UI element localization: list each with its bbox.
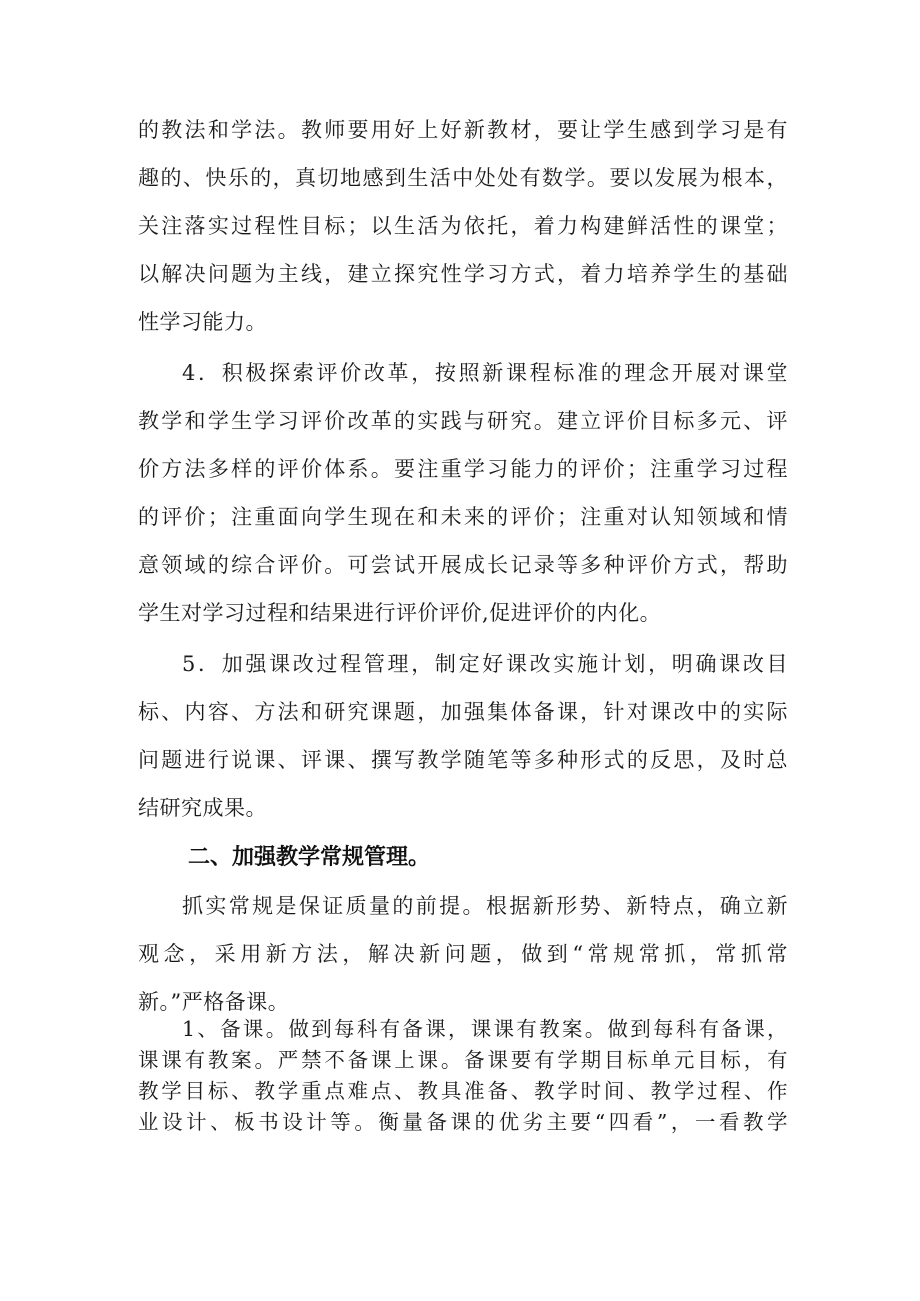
text-line: 1、备课。做到每科有备课，课课有教案。做到每科有备课， xyxy=(182,1017,788,1041)
paragraph-evaluation-reform xyxy=(138,349,788,637)
text-line: 关注落实过程性目标；以生活为依托，着力构建鲜活性的课堂； xyxy=(138,214,788,238)
paragraph-lesson-preparation xyxy=(138,1014,788,1138)
text-line: 学生对学习过程和结果进行评价评价,促进评价的内化。 xyxy=(138,601,662,625)
text-line: 教学和学生学习评价改革的实践与研究。建立评价目标多元、评 xyxy=(138,409,788,433)
text-line: 的教法和学法。教师要用好上好新教材，要让学生感到学习是有 xyxy=(138,118,788,142)
text-line: 结研究成果。 xyxy=(138,796,267,820)
text-line: 问题进行说课、评课、撰写教学随笔等多种形式的反思，及时总 xyxy=(138,748,788,772)
text-line: 以解决问题为主线，建立探究性学习方式，着力培养学生的基础 xyxy=(138,262,788,286)
text-line: 课课有教案。严禁不备课上课。备课要有学期目标单元目标，有 xyxy=(138,1048,788,1072)
paragraph-teaching-methods xyxy=(138,106,788,346)
text-line: 4．积极探索评价改革，按照新课程标准的理念开展对课堂 xyxy=(182,361,788,385)
text-line: 观念，采用新方法，解决新问题，做到“常规常抓，常抓常 xyxy=(138,942,788,966)
text-line: 业设计、板书设计等。衡量备课的优劣主要“四看”，一看教学 xyxy=(138,1110,788,1134)
paragraph-reform-management xyxy=(138,640,788,832)
section-heading: 二、加强教学常规管理。 xyxy=(188,845,431,870)
text-line: 抓实常规是保证质量的前提。根据新形势、新特点，确立新 xyxy=(182,894,788,918)
text-line: 价方法多样的评价体系。要注重学习能力的评价；注重学习过程 xyxy=(138,457,788,481)
text-line: 的评价；注重面向学生现在和未来的评价；注重对认知领域和情 xyxy=(138,505,788,529)
paragraph-routine-management xyxy=(138,882,788,1026)
text-line: 意领域的综合评价。可尝试开展成长记录等多种评价方式，帮助 xyxy=(138,553,788,577)
text-line: 标、内容、方法和研究课题，加强集体备课，针对课改中的实际 xyxy=(138,700,788,724)
text-line: 5．加强课改过程管理，制定好课改实施计划，明确课改目 xyxy=(182,652,788,676)
text-line: 性学习能力。 xyxy=(138,310,267,334)
text-line: 趣的、快乐的，真切地感到生活中处处有数学。要以发展为根本， xyxy=(138,166,788,190)
text-line: 新。”严格备课。 xyxy=(138,990,290,1014)
text-line: 教学目标、教学重点难点、教具准备、教学时间、教学过程、作 xyxy=(138,1079,788,1103)
